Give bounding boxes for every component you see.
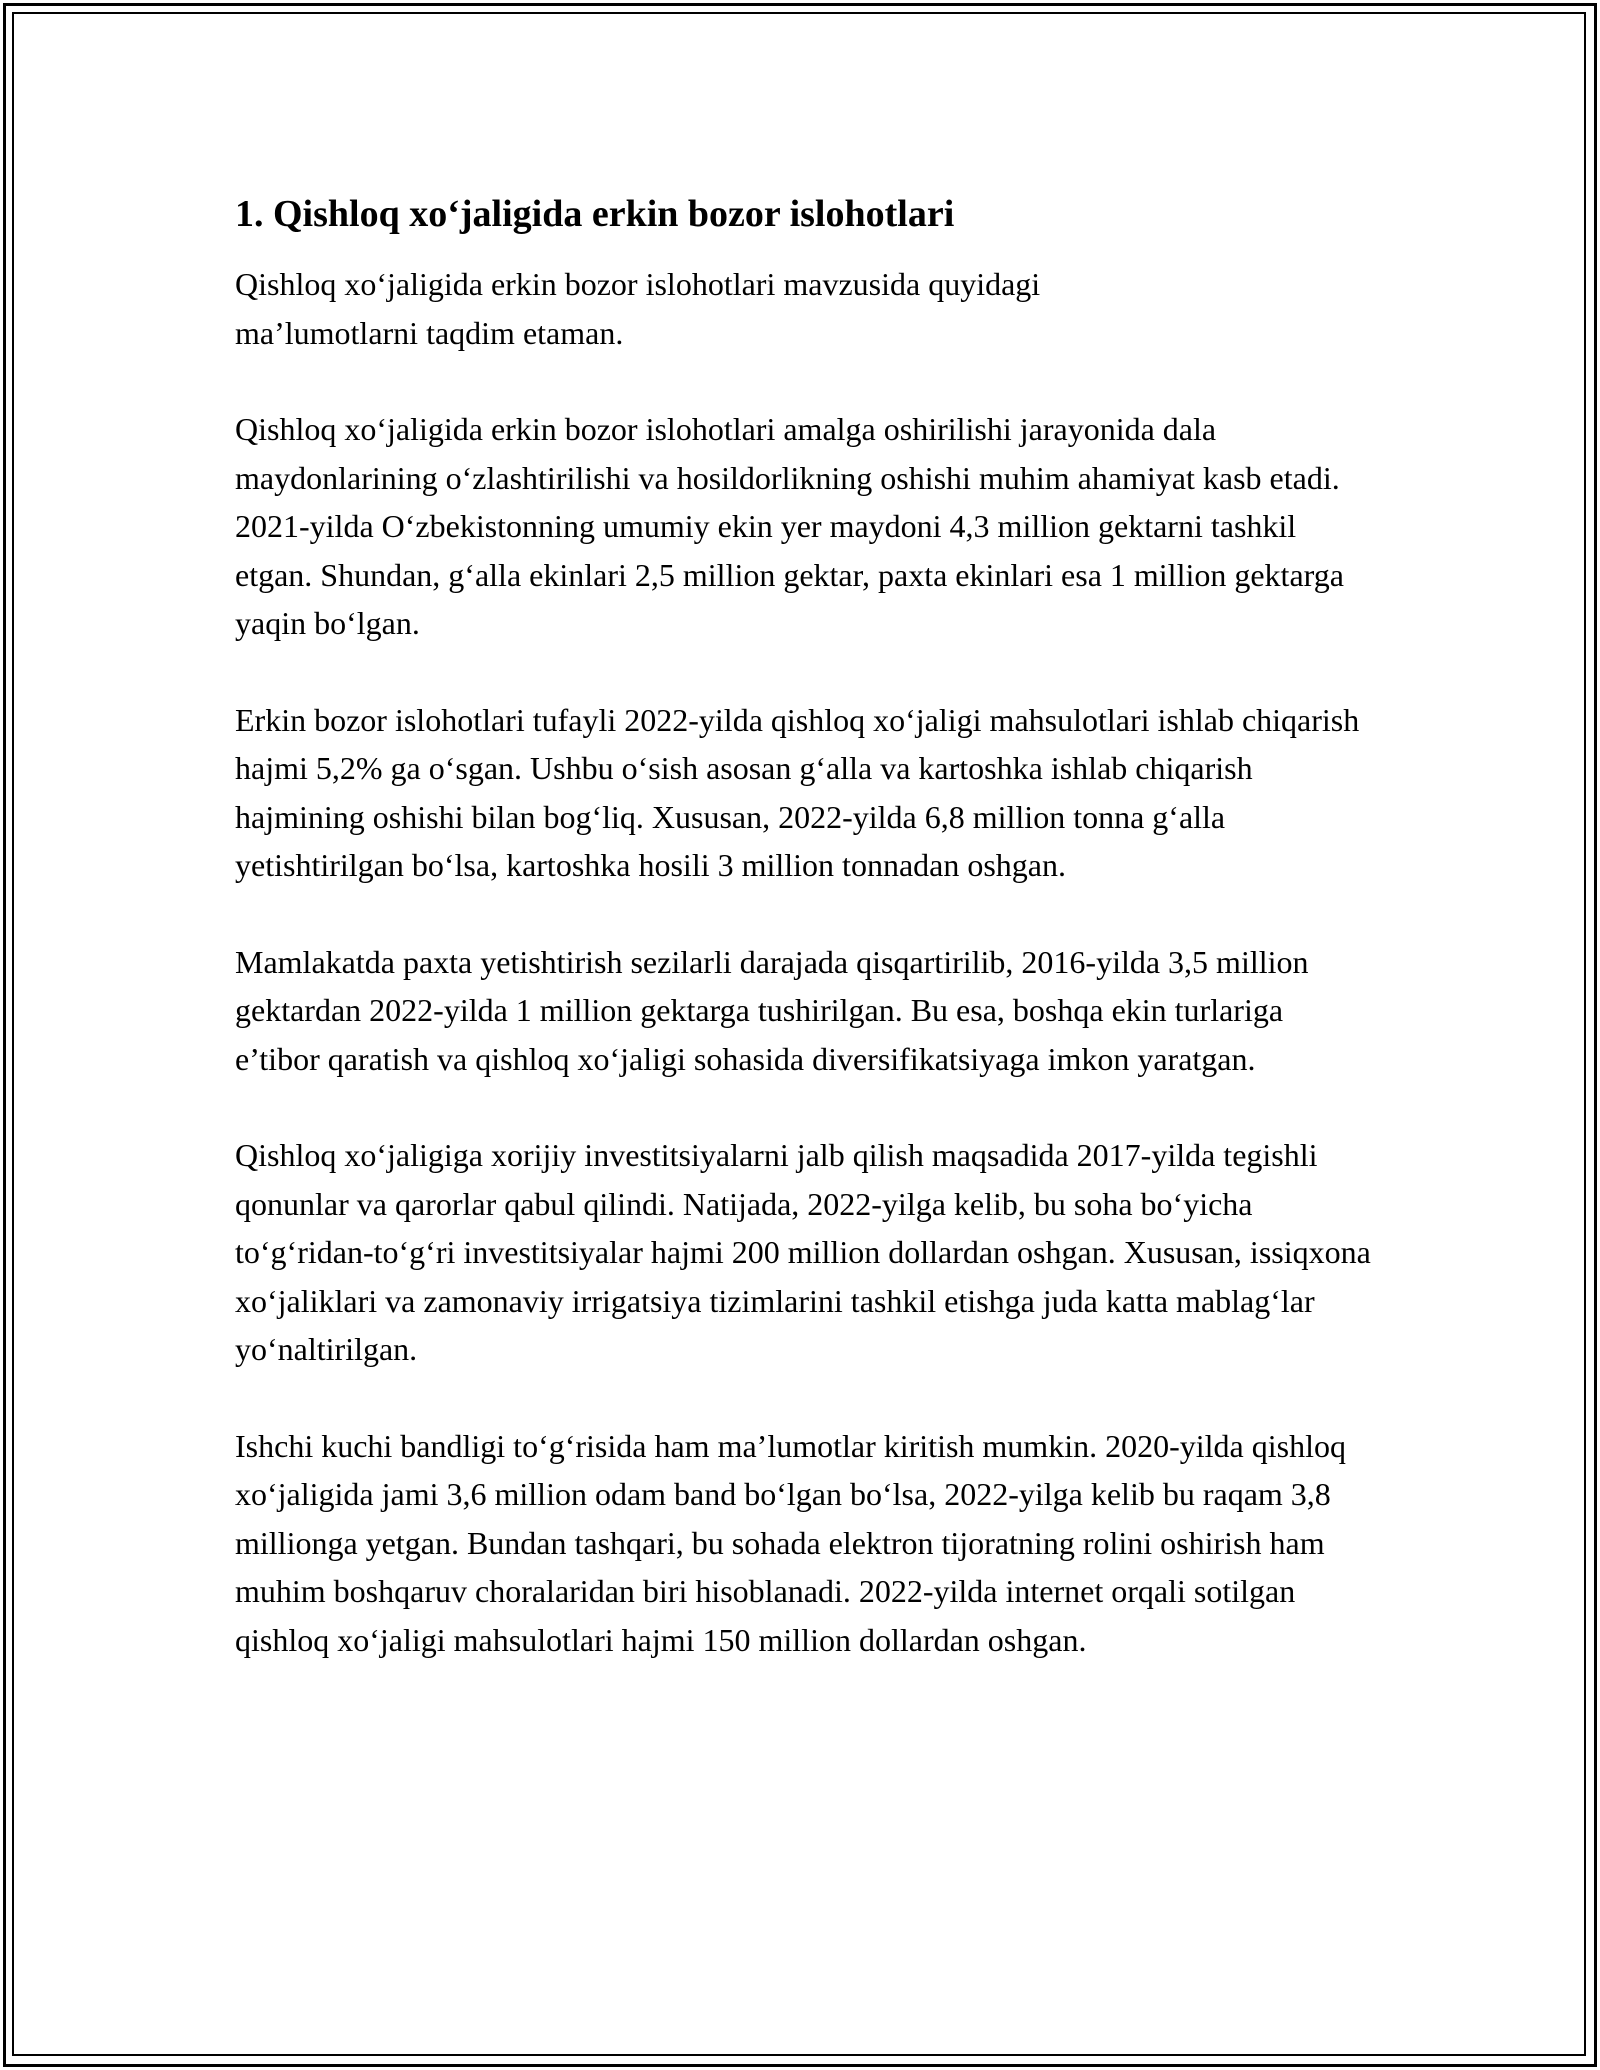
paragraph-cotton-reduction: Mamlakatda paxta yetishtirish sezilarli darajada qisqartirilib, 2016-yilda 3,5 million gektardan 2022-yilda 1 million gektarga tushirilgan. Bu esa, boshqa ekin turlariga e’tibor qaratish va qishloq xo‘jaligi sohasida diversifikatsiyaga imkon yaratgan.: [235, 943, 1309, 1077]
paragraph-foreign-investment: Qishloq xo‘jaligiga xorijiy investitsiyalarni jalb qilish maqsadida 2017-yilda tegishli qonunlar va qarorlar qabul qilindi. Natijada, 2022-yilga kelib, bu soha bo‘yicha to‘g‘ridan-to‘g‘ri investitsiyalar hajmi 200 million dollardan oshgan. Xususan, issiqxona xo‘jaliklari va zamonaviy irrigatsiya tizimlarini tashkil etishga juda katta mablag‘lar yo‘naltirilgan.: [235, 1137, 1371, 1367]
document-title: 1. Qishloq xo‘jaligida erkin bozor islohotlari: [235, 193, 955, 235]
paragraph-employment: Ishchi kuchi bandligi to‘g‘risida ham ma’lumotlar kiritish mumkin. 2020-yilda qishloq xo‘jaligida jami 3,6 million odam band bo‘lgan bo‘lsa, 2022-yilga kelib bu raqam 3,8 millionga yetgan. Bundan tashqari, bu sohada elektron tijoratning rolini oshirish ham muhim boshqaruv choralaridan biri hisoblanadi. 2022-yilda internet orqali sotilgan qishloq xo‘jaligi mahsulotlari hajmi 150 million dollardan oshgan.: [235, 1427, 1346, 1658]
paragraph-intro: Qishloq xo‘jaligida erkin bozor islohotlari mavzusida quyidagi ma’lumotlarni taqdim etaman.: [235, 266, 1041, 351]
document-body: [235, 190, 1375, 1712]
paragraph-production-growth: Erkin bozor islohotlari tufayli 2022-yilda qishloq xo‘jaligi mahsulotlari ishlab chiqarish hajmi 5,2% ga o‘sgan. Ushbu o‘sish asosan g‘alla va kartoshka ishlab chiqarish hajmining oshishi bilan bog‘liq. Xususan, 2022-yilda 6,8 million tonna g‘alla yetishtirilgan bo‘lsa, kartoshka hosili 3 million tonnadan oshgan.: [235, 701, 1360, 883]
paragraph-land-area: Qishloq xo‘jaligida erkin bozor islohotlari amalga oshirilishi jarayonida dala maydonlarining o‘zlashtirilishi va hosildorlikning oshishi muhim ahamiyat kasb etadi. 2021-yilda O‘zbekistonning umumiy ekin yer maydoni 4,3 million gektarni tashkil etgan. Shundan, g‘alla ekinlari 2,5 million gektar, paxta ekinlari esa 1 million gektarga yaqin bo‘lgan.: [235, 411, 1344, 641]
